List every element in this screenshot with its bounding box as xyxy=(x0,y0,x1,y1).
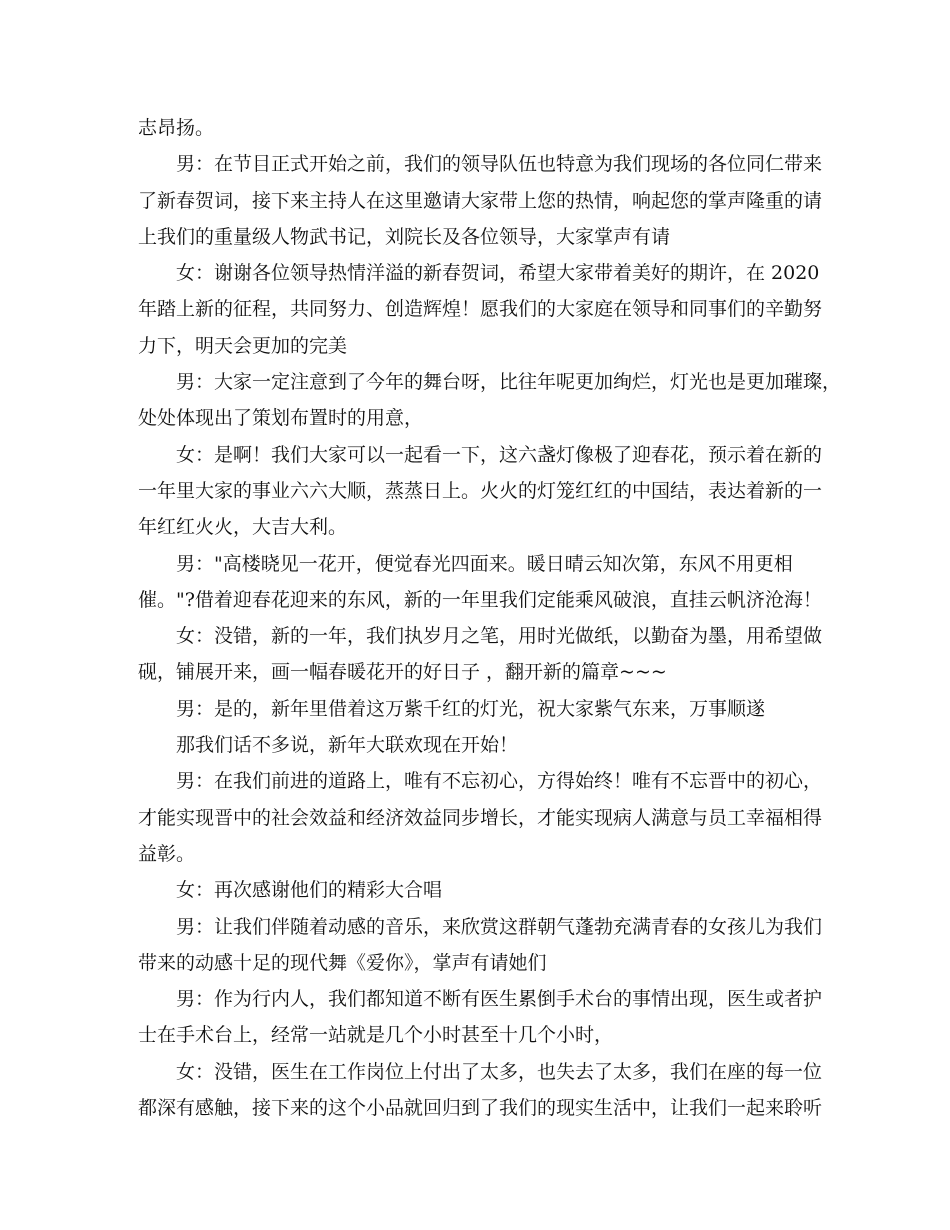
text-line: 都深有感触，接下来的这个小品就回归到了我们的现实生活中，让我们一起来聆听 xyxy=(138,1097,823,1120)
text-line: 益彰。 xyxy=(138,842,196,865)
document-body xyxy=(138,110,842,1126)
text-line: 男：作为行内人，我们都知道不断有医生累倒手术台的事情出现，医生或者护 xyxy=(176,988,823,1011)
text-line: 力下，明天会更加的完美 xyxy=(138,334,348,357)
text-line: 年踏上新的征程，共同努力、创造辉煌！愿我们的大家庭在领导和同事们的辛勤努 xyxy=(138,298,823,321)
text-line: 男：在我们前进的道路上，唯有不忘初心，方得始终！唯有不忘晋中的初心， xyxy=(176,770,823,793)
text-line: 了新春贺词，接下来主持人在这里邀请大家带上您的热情，响起您的掌声隆重的请 xyxy=(138,189,823,212)
text-line: 处处体现出了策划布置时的用意， xyxy=(138,407,424,430)
text-line: 催。"?借着迎春花迎来的东风，新的一年里我们定能乘风破浪，直挂云帆济沧海！ xyxy=(138,588,822,611)
text-line: 上我们的重量级人物武书记，刘院长及各位领导，大家掌声有请 xyxy=(138,225,671,248)
text-line: 男：是的，新年里借着这万紫千红的灯光，祝大家紫气东来，万事顺遂 xyxy=(176,697,766,720)
text-line: 女：再次感谢他们的精彩大合唱 xyxy=(176,879,443,902)
text-line: 男："高楼晓见一花开，便觉春光四面来。暖日晴云知次第，东风不用更相 xyxy=(176,552,793,575)
text-line: 年红红火火，大吉大利。 xyxy=(138,516,348,539)
text-line: 男：在节目正式开始之前，我们的领导队伍也特意为我们现场的各位同仁带来 xyxy=(176,153,823,176)
text-line: 一年里大家的事业六六大顺，蒸蒸日上。火火的灯笼红红的中国结，表达着新的一 xyxy=(138,479,823,502)
text-line: 士在手术台上，经常一站就是几个小时甚至十几个小时， xyxy=(138,1024,614,1047)
text-line: 女：没错，新的一年，我们执岁月之笔，用时光做纸，以勤奋为墨，用希望做 xyxy=(176,625,823,648)
text-line: 男：大家一定注意到了今年的舞台呀，比往年呢更加绚烂，灯光也是更加璀璨， xyxy=(176,371,842,394)
text-line: 男：让我们伴随着动感的音乐，来欣赏这群朝气蓬勃充满青春的女孩儿为我们 xyxy=(176,915,823,938)
text-line: 女：没错，医生在工作岗位上付出了太多，也失去了太多，我们在座的每一位 xyxy=(176,1060,823,1083)
text-line: 那我们话不多说，新年大联欢现在开始！ xyxy=(176,734,519,757)
text-line: 女：谢谢各位领导热情洋溢的新春贺词，希望大家带着美好的期许，在 2020 xyxy=(176,262,820,285)
text-line: 带来的动感十足的现代舞《爱你》，掌声有请她们 xyxy=(138,951,547,974)
text-line: 女：是啊！我们大家可以一起看一下，这六盏灯像极了迎春花，预示着在新的 xyxy=(176,443,823,466)
text-line: 砚，铺展开来，画一幅春暖花开的好日子 ，翻开新的篇章~~~ xyxy=(138,661,667,684)
text-line: 才能实现晋中的社会效益和经济效益同步增长，才能实现病人满意与员工幸福相得 xyxy=(138,806,823,829)
text-line: 志昂扬。 xyxy=(138,117,215,139)
